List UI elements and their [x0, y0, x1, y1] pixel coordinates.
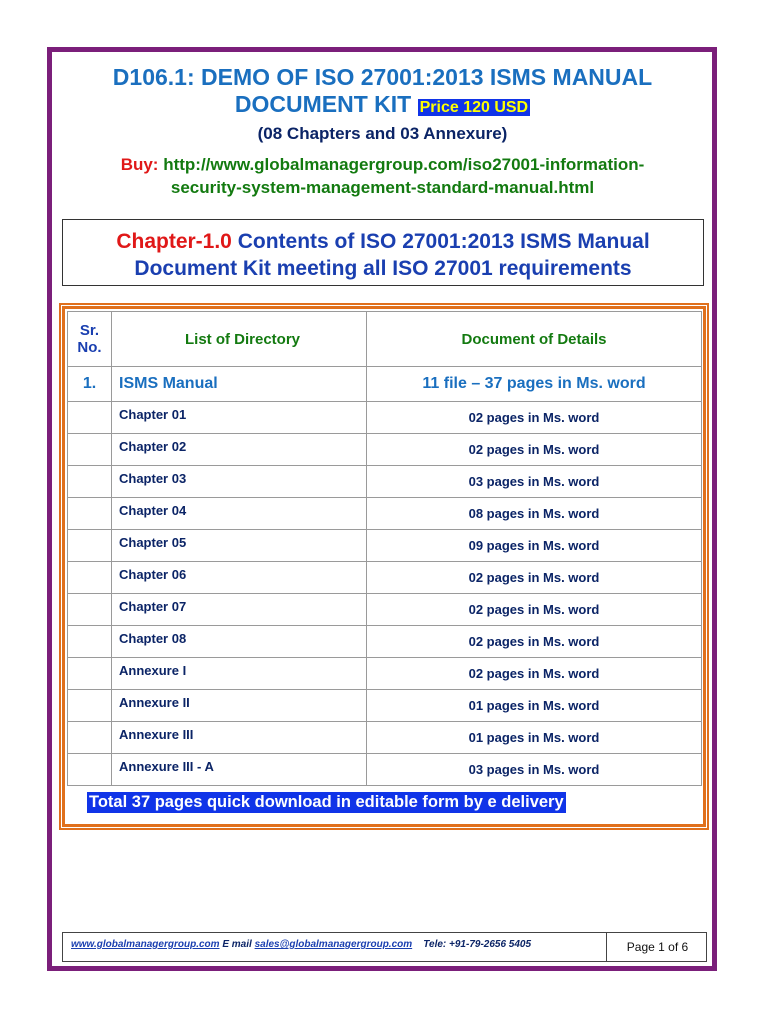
footer-contact [71, 939, 606, 950]
row-details: 02 pages in Ms. word [367, 594, 702, 626]
row-sr-no: 1. [68, 367, 112, 402]
table-row [68, 530, 702, 562]
row-directory: Chapter 02 [112, 434, 367, 466]
table-row [68, 498, 702, 530]
row-details: 09 pages in Ms. word [367, 530, 702, 562]
row-directory: Chapter 07 [112, 594, 367, 626]
table-row [68, 562, 702, 594]
row-directory: Annexure II [112, 690, 367, 722]
footer-email-label: E mail [222, 939, 252, 950]
footer-telephone: Tele: +91-79-2656 5405 [423, 939, 532, 950]
price-badge: Price 120 USD [419, 99, 529, 116]
row-details: 03 pages in Ms. word [367, 754, 702, 786]
row-details: 11 file – 37 pages in Ms. word [367, 367, 702, 402]
row-details: 03 pages in Ms. word [367, 466, 702, 498]
document-title [60, 64, 705, 121]
table-row [68, 402, 702, 434]
table-row [68, 626, 702, 658]
row-directory: Annexure I [112, 658, 367, 690]
row-details: 02 pages in Ms. word [367, 626, 702, 658]
buy-link-line-1[interactable]: http://www.globalmanagergroup.com/iso27001-information- [163, 155, 645, 174]
table-row [68, 754, 702, 786]
header-document-of-details: Document of Details [367, 312, 702, 367]
table-row [68, 690, 702, 722]
row-directory: Annexure III - A [112, 754, 367, 786]
subtitle: (08 Chapters and 03 Annexure) [257, 124, 508, 143]
buy-section [60, 153, 705, 199]
row-details: 02 pages in Ms. word [367, 434, 702, 466]
row-directory: Chapter 04 [112, 498, 367, 530]
chapter-heading-line-2: Document Kit meeting all ISO 27001 requirements [134, 257, 632, 280]
table-row [68, 722, 702, 754]
row-directory: Chapter 05 [112, 530, 367, 562]
row-directory: Chapter 03 [112, 466, 367, 498]
chapter-heading-box [62, 219, 704, 286]
table-row-isms-manual [68, 367, 702, 402]
header-sr-no: Sr. No. [68, 312, 112, 367]
row-details: 01 pages in Ms. word [367, 690, 702, 722]
row-details: 01 pages in Ms. word [367, 722, 702, 754]
row-details: 08 pages in Ms. word [367, 498, 702, 530]
row-directory: Chapter 01 [112, 402, 367, 434]
contents-table [67, 311, 702, 786]
footer-email-link[interactable]: sales@globalmanagergroup.com [254, 939, 413, 950]
table-header-row [68, 312, 702, 367]
table-row [68, 658, 702, 690]
total-banner: Total 37 pages quick download in editable form by e delivery [89, 793, 564, 811]
row-details: 02 pages in Ms. word [367, 402, 702, 434]
row-directory: ISMS Manual [112, 367, 367, 402]
page-number: Page 1 of 6 [606, 933, 708, 961]
row-directory: Chapter 06 [112, 562, 367, 594]
table-row [68, 594, 702, 626]
chapter-number: Chapter-1.0 [116, 230, 232, 253]
page-footer [62, 932, 707, 962]
header-list-of-directory: List of Directory [112, 312, 367, 367]
footer-website-link[interactable]: www.globalmanagergroup.com [71, 939, 220, 950]
row-details: 02 pages in Ms. word [367, 658, 702, 690]
row-details: 02 pages in Ms. word [367, 562, 702, 594]
table-row [68, 434, 702, 466]
chapter-heading-line-1: Contents of ISO 27001:2013 ISMS Manual [237, 230, 650, 253]
title-line-1: D106.1: DEMO OF ISO 27001:2013 ISMS MANUAL [112, 64, 653, 90]
title-line-2 [60, 91, 705, 121]
row-directory: Chapter 08 [112, 626, 367, 658]
buy-label: Buy: [120, 155, 159, 174]
table-row [68, 466, 702, 498]
buy-link-line-2[interactable]: security-system-management-standard-manual.html [170, 178, 595, 197]
row-directory: Annexure III [112, 722, 367, 754]
title-line-2-text: DOCUMENT KIT [234, 91, 412, 117]
